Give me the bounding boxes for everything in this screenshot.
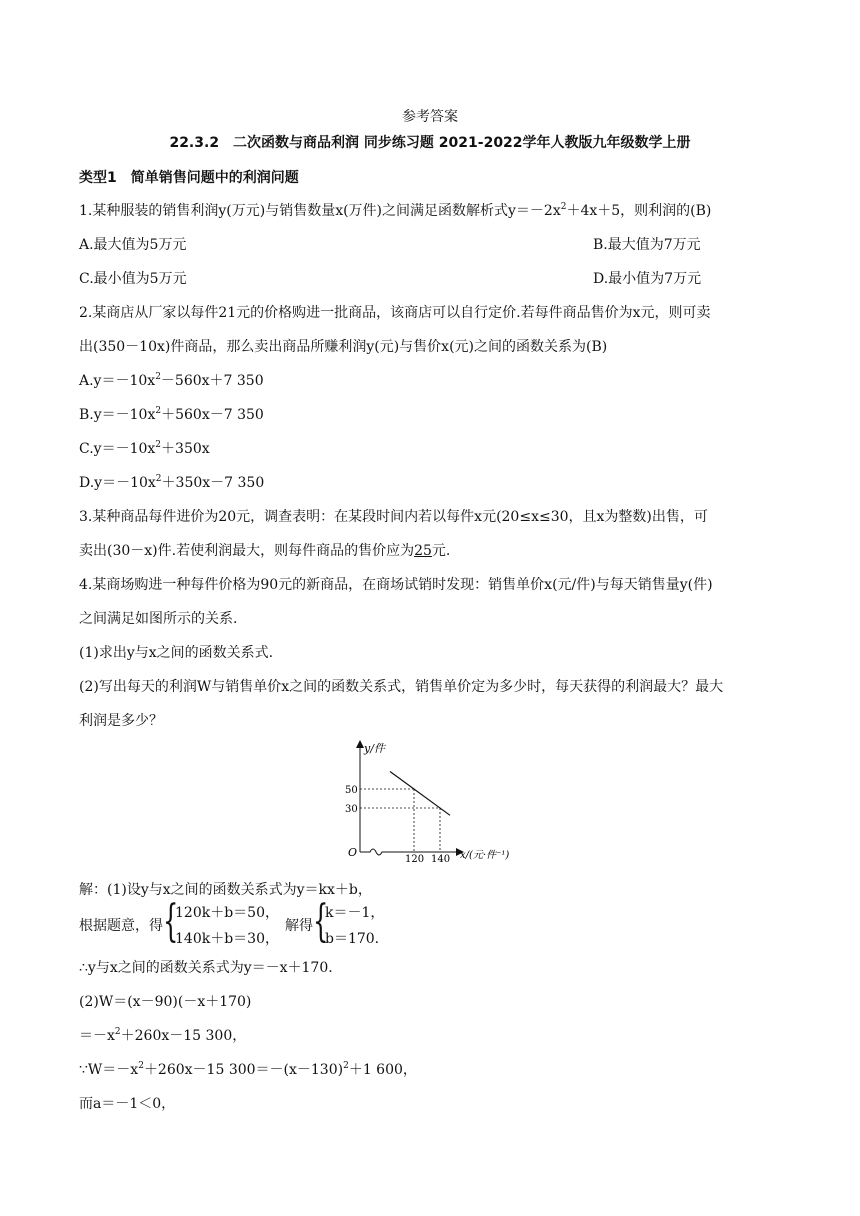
- q2-option-a: [79, 371, 264, 391]
- q2-option-d-part1: D.y＝－10x: [79, 475, 156, 491]
- q1-option-b: B.最大值为7万元: [593, 237, 701, 253]
- solution-line-6: [79, 1060, 417, 1080]
- solution-line-3: ∴y与x之间的函数关系式为y＝－x＋170.: [79, 960, 333, 976]
- q3-answer: 25: [414, 543, 432, 559]
- section-heading: 类型1 简单销售问题中的利润问题: [79, 170, 299, 186]
- system2-eq1: k＝－1，: [325, 905, 385, 921]
- x-tick-140: 140: [431, 854, 451, 865]
- x-tick-120: 120: [405, 854, 425, 865]
- solution-line-6-part3: ＋1 600，: [348, 1062, 417, 1078]
- question-4-sub2-line2: 利润是多少？: [79, 713, 163, 729]
- solution-line-6-part2: ＋260x－15 300＝－(x－130): [143, 1062, 344, 1078]
- solution-line-1: 解：(1)设y与x之间的函数关系式为y＝kx＋b，: [79, 882, 372, 898]
- system2-eq2: b＝170.: [325, 931, 380, 947]
- x-axis-label: x/(元·件⁻¹): [460, 850, 510, 861]
- q2-option-b-part2: ＋560x－7 350: [161, 407, 264, 423]
- system1-eq2: 140k＋b＝30，: [175, 931, 279, 947]
- q1-option-c: C.最小值为5万元: [79, 271, 187, 287]
- question-3-line1: 3.某种商品每件进价为20元，调查表明：在某段时间内若以每件x元(20≤x≤30，且x为整数)出售，可: [79, 509, 708, 525]
- q1-stem-b: ＋4x＋5，则利润的(B): [566, 203, 712, 219]
- q2-option-a-part1: A.y＝－10x: [79, 373, 156, 389]
- document-title: 22.3.2 二次函数与商品利润 同步练习题 2021-2022学年人教版九年级数学上册: [169, 135, 691, 151]
- solution-line-6-part1: ∵W＝－x: [79, 1062, 139, 1078]
- solution-system-row: [79, 896, 479, 948]
- y-axis-label: y/件: [364, 742, 385, 755]
- question-2-line2: 出(350－10x)件商品，那么卖出商品所赚利润y(元)与售价x(元)之间的函数关系为(B): [79, 339, 608, 355]
- answer-title: 参考答案: [402, 109, 458, 125]
- q2-option-d-part2: ＋350x－7 350: [161, 475, 265, 491]
- solution-line-5-part2: ＋260x－15 300，: [120, 1028, 247, 1044]
- q2-option-c: [79, 439, 210, 459]
- q3-line2-text: 卖出(30－x)件.若使利润最大，则每件商品的售价应为: [79, 543, 415, 559]
- q3-line2-end: 元.: [431, 543, 451, 559]
- question-4-line2: 之间满足如图所示的关系.: [79, 611, 238, 627]
- system-equations-2: [325, 900, 384, 952]
- q2-option-d: [79, 473, 264, 493]
- solution-solve-word: 解得: [285, 918, 313, 934]
- q2-option-c-part1: C.y＝－10x: [79, 441, 156, 457]
- q2-option-c-part2: ＋350x: [161, 441, 210, 457]
- solution-line-5: [79, 1026, 246, 1046]
- question-4-sub2-line1: (2)写出每天的利润W与销售单价x之间的函数关系式，销售单价定为多少时，每天获得的利润最大？最大: [79, 679, 724, 695]
- left-brace-icon: {: [163, 896, 179, 947]
- solution-line-5-part1: ＝－x: [79, 1028, 115, 1044]
- origin-label: O: [348, 846, 358, 859]
- sales-chart: [320, 738, 520, 868]
- q1-option-a: A.最大值为5万元: [79, 237, 187, 253]
- right-brace-icon: {: [313, 896, 329, 947]
- q1-option-d: D.最小值为7万元: [593, 271, 702, 287]
- y-tick-30: 30: [345, 804, 358, 815]
- solution-line-5-exponent: 2: [114, 1027, 121, 1037]
- q2-option-a-part2: －560x＋7 350: [160, 373, 264, 389]
- q2-option-b-exponent: 2: [155, 406, 162, 416]
- y-tick-50: 50: [345, 785, 358, 796]
- question-4-sub1: (1)求出y与x之间的函数关系式.: [79, 645, 274, 661]
- q2-option-b-part1: B.y＝－10x: [79, 407, 156, 423]
- solution-line-6-exponent-1: 2: [138, 1061, 144, 1071]
- question-3-line2: [79, 541, 450, 561]
- system1-eq1: 120k＋b＝50，: [175, 905, 279, 921]
- solution-line-4: (2)W＝(x－90)(－x＋170): [79, 994, 252, 1010]
- q1-exponent: 2: [560, 202, 567, 212]
- solution-prefix: 根据题意，得: [79, 918, 163, 934]
- question-4-line1: 4.某商场购进一种每件价格为90元的新商品，在商场试销时发现：销售单价x(元/件)与每天销售量y(件): [79, 577, 713, 593]
- q2-option-b: [79, 405, 264, 425]
- q2-option-c-exponent: 2: [155, 440, 162, 450]
- demand-line: [390, 771, 450, 815]
- system-equations-1: [175, 900, 279, 952]
- solution-line-7: 而a＝－1＜0，: [79, 1096, 176, 1112]
- q1-stem-a: 1.某种服装的销售利润y(万元)与销售数量x(万件)之间满足函数解析式y＝－2x: [79, 203, 561, 219]
- question-1-stem: [79, 201, 711, 221]
- question-2-line1: 2.某商店从厂家以每件21元的价格购进一批商品，该商店可以自行定价.若每件商品售价为x元，则可卖: [79, 305, 711, 321]
- q2-option-d-exponent: 2: [155, 474, 162, 484]
- solution-line-6-exponent-2: 2: [343, 1061, 349, 1071]
- q2-option-a-exponent: 2: [155, 372, 161, 382]
